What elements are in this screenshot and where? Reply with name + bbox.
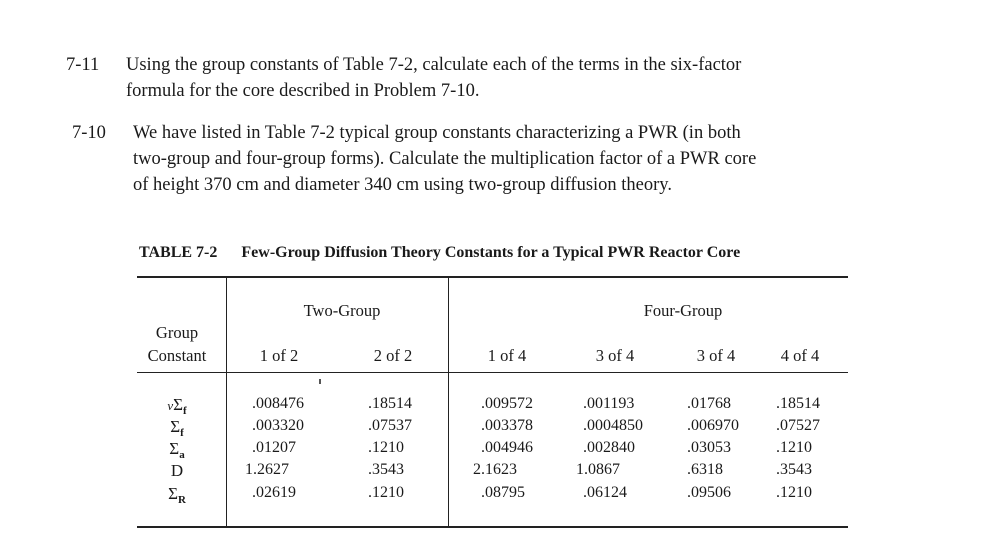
problem-line: Using the group constants of Table 7-2, calculate each of the terms in the six-factor [126, 55, 742, 75]
table-cell: 1.2627 [245, 461, 289, 478]
table-header-rule [137, 372, 848, 373]
table-cell: .004946 [481, 439, 533, 456]
problem-text [126, 52, 741, 104]
row-symbol: D [170, 461, 184, 480]
table-cell: 1.0867 [576, 461, 620, 478]
problem-number: 7-10 [72, 123, 106, 143]
row-symbol: $\Sigma_f$ [170, 417, 184, 439]
table-label: TABLE 7-2 [139, 244, 218, 261]
table-cell: .18514 [776, 395, 820, 412]
table-cell: 2.1623 [473, 461, 517, 478]
table-cell: .3543 [368, 461, 404, 478]
table-cell: .008476 [252, 395, 304, 412]
table-cell: .3543 [776, 461, 812, 478]
row-symbol: $\Sigma_a$ [169, 439, 185, 461]
table-cell: .1210 [368, 484, 404, 501]
row-symbol: $\nu\Sigma_f$ [167, 395, 187, 417]
table-cell: .003320 [252, 417, 304, 434]
table-cell: .01768 [687, 395, 731, 412]
table-cell: .02619 [252, 484, 296, 501]
table-bottom-rule [137, 526, 848, 528]
two-group-header: Two-Group [303, 301, 381, 320]
table-cell: .1210 [368, 439, 404, 456]
problem-text [133, 120, 756, 198]
problem-line: two-group and four-group forms). Calculate the multiplication factor of a PWR core [133, 149, 757, 169]
table-column-divider [226, 276, 227, 527]
table-cell: .001193 [583, 395, 635, 412]
table-cell: .009572 [481, 395, 533, 412]
problem-number: 7-11 [66, 55, 100, 75]
table-cell: .03053 [687, 439, 731, 456]
column-header: 3 of 4 [595, 346, 635, 365]
column-header: 3 of 4 [696, 346, 736, 365]
table-cell: .01207 [252, 439, 296, 456]
table-cell: .08795 [481, 484, 525, 501]
group-header-line1: Group [155, 323, 199, 342]
table-cell: .1210 [776, 439, 812, 456]
table-cell: .006970 [687, 417, 739, 434]
group-header-line2: Constant [147, 346, 207, 365]
problem-line: formula for the core described in Problem 7-10. [126, 81, 480, 101]
table-top-rule [137, 276, 848, 278]
row-symbol: $\Sigma_R$ [168, 484, 186, 506]
four-group-header: Four-Group [643, 301, 723, 320]
table-cell: .6318 [687, 461, 723, 478]
table-title: Few-Group Diffusion Theory Constants for a Typical PWR Reactor Core [241, 244, 741, 261]
table-cell: .06124 [583, 484, 627, 501]
scan-speck [319, 379, 321, 384]
table-caption [139, 244, 740, 262]
table-cell: .0004850 [583, 417, 643, 434]
problem-line: of height 370 cm and diameter 340 cm using two-group diffusion theory. [133, 175, 672, 195]
table-cell: .003378 [481, 417, 533, 434]
column-header: 1 of 2 [259, 346, 299, 365]
table-cell: .09506 [687, 484, 731, 501]
table-cell: .18514 [368, 395, 412, 412]
column-header: 2 of 2 [373, 346, 413, 365]
table-cell: .07537 [368, 417, 412, 434]
table-column-divider [448, 276, 449, 527]
column-header: 4 of 4 [780, 346, 820, 365]
problem-line: We have listed in Table 7-2 typical group constants characterizing a PWR (in both [133, 123, 741, 143]
table-cell: .1210 [776, 484, 812, 501]
table-cell: .07527 [776, 417, 820, 434]
column-header: 1 of 4 [487, 346, 527, 365]
table-cell: .002840 [583, 439, 635, 456]
